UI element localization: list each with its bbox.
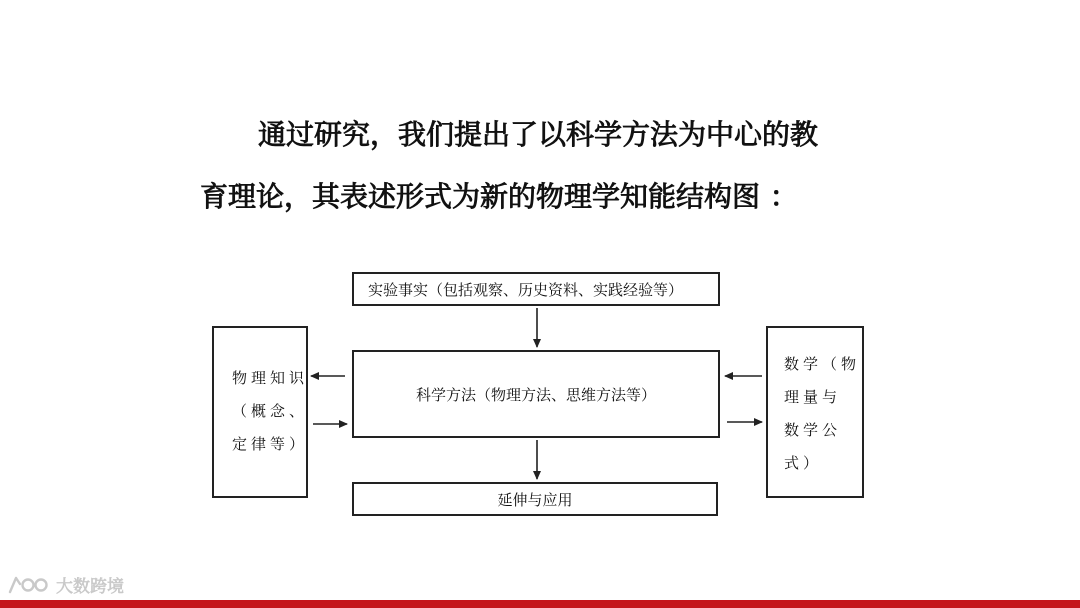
physics-knowledge-line-1: 物理知识 bbox=[232, 369, 309, 387]
watermark bbox=[6, 572, 124, 597]
mathematics-line-1: 数学（物 bbox=[784, 355, 861, 373]
mathematics-line-2: 理量与 bbox=[784, 388, 842, 406]
extension-application-label: 延伸与应用 bbox=[497, 490, 573, 509]
mathematics-line-4: 式） bbox=[784, 454, 823, 472]
mathematics-box bbox=[766, 326, 864, 498]
physics-knowledge-box bbox=[212, 326, 308, 498]
scientific-method-label: 科学方法（物理方法、思维方法等） bbox=[415, 385, 656, 404]
intro-line-2: 育理论，其表述形式为新的物理学知能结构图 ： bbox=[200, 180, 798, 213]
experimental-facts-label: 实验事实（包括观察、历史资料、实践经验等） bbox=[368, 280, 684, 299]
mathematics-line-3: 数学公 bbox=[784, 421, 842, 439]
intro-line-1: 通过研究，我们提出了以科学方法为中心的教 bbox=[258, 118, 819, 151]
physics-knowledge-line-3: 定律等） bbox=[232, 435, 309, 453]
extension-application-box bbox=[352, 482, 718, 516]
watermark-logo-icon bbox=[6, 574, 50, 596]
footer-bar bbox=[0, 600, 1080, 608]
watermark-text: 大数跨境 bbox=[56, 577, 124, 597]
scientific-method-box bbox=[352, 350, 720, 438]
experimental-facts-box bbox=[352, 272, 720, 306]
intro-paragraph bbox=[200, 104, 920, 228]
physics-knowledge-line-2: （概念、 bbox=[232, 402, 309, 420]
